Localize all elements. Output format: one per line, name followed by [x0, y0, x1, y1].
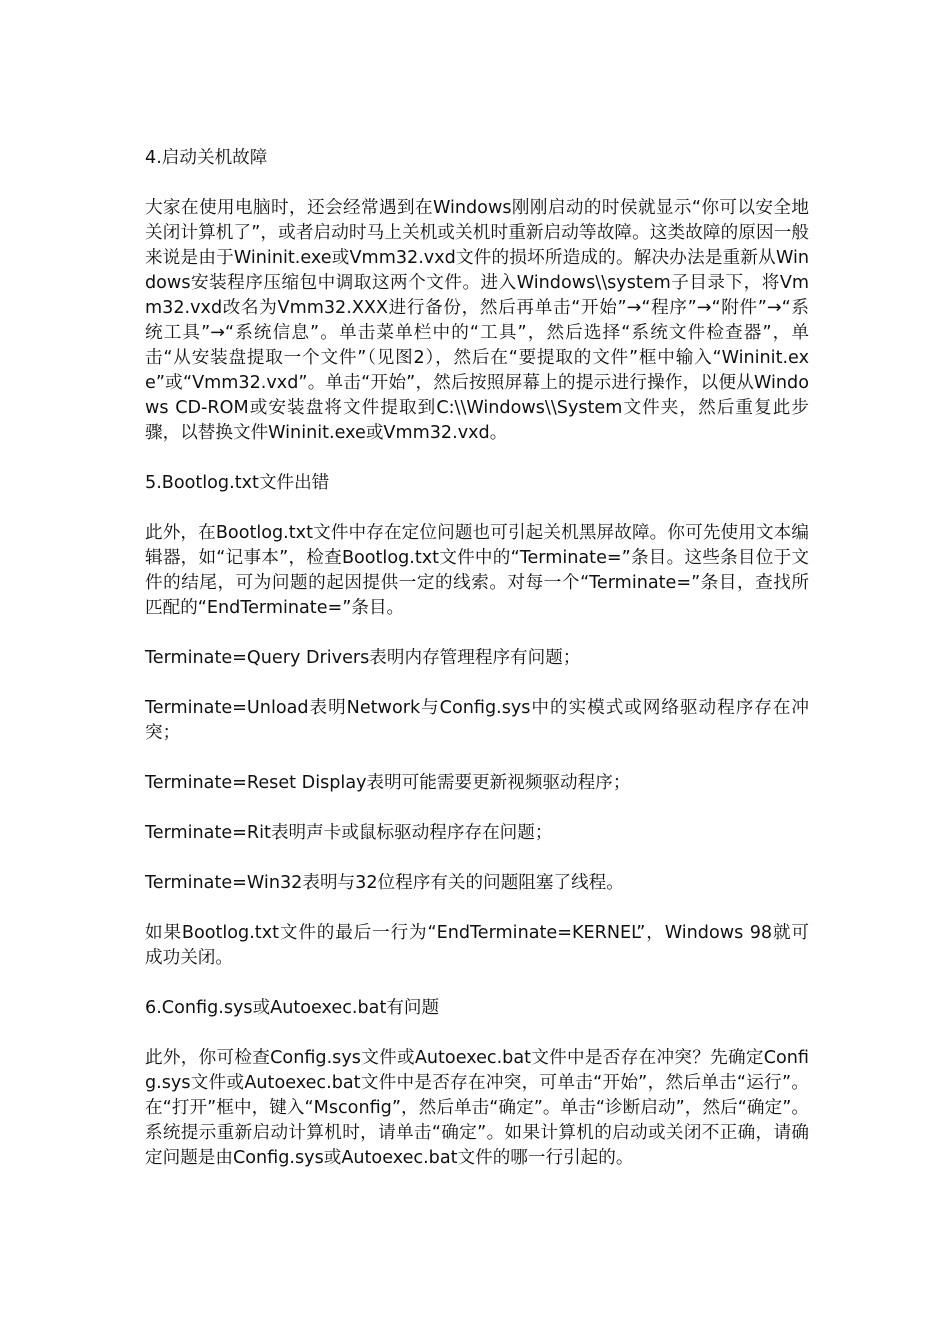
terminate-win32: Terminate=Win32表明与32位程序有关的问题阻塞了线程。 — [145, 873, 624, 893]
document-body — [145, 146, 809, 1196]
terminate-query-drivers: Terminate=Query Drivers表明内存管理程序有问题； — [145, 648, 581, 668]
paragraph-endterminate-kernel: 如果Bootlog.txt文件的最后一行为“EndTerminate=KERNEL”，Windows 98就可成功关闭。 — [145, 923, 809, 968]
section-heading-5: 5.Bootlog.txt文件出错 — [145, 473, 330, 493]
terminate-reset-display: Terminate=Reset Display表明可能需要更新视频驱动程序； — [145, 773, 631, 793]
section-heading-4: 4.启动关机故障 — [145, 148, 268, 168]
section-heading-6: 6.Config.sys或Autoexec.bat有问题 — [145, 998, 440, 1018]
terminate-unload: Terminate=Unload表明Network与Config.sys中的实模式或网络驱动程序存在冲突； — [145, 698, 809, 743]
paragraph-startup-shutdown: 大家在使用电脑时，还会经常遇到在Windows刚刚启动的时侯就显示“你可以安全地关闭计算机了”，或者启动时马上关机或关机时重新启动等故障。这类故障的原因一般来说是由于Wininit.exe或Vmm32.vxd文件的损坏所造成的。解决办法是重新从Windows安装程序压缩包中调取这两个文件。进入Windows\\system子目录下，将Vmm32.vxd改名为Vmm32.XXX进行备份，然后再单击“开始”→“程序”→“附件”→“系统工具”→“系统信息”。单击菜单栏中的“工具”，然后选择“系统文件检查器”，单击“从安装盘提取一个文件”（见图2），然后在“要提取的文件”框中输入“Wininit.exe”或“Vmm32.vxd”。单击“开始”，然后按照屏幕上的提示进行操作，以便从Windows CD-ROM或安装盘将文件提取到C:\\Windows\\System文件夹，然后重复此步骤，以替换文件Wininit.exe或Vmm32.vxd。 — [145, 198, 809, 443]
paragraph-config-autoexec: 此外，你可检查Config.sys文件或Autoexec.bat文件中是否存在冲突？先确定Config.sys文件或Autoexec.bat文件中是否存在冲突，可单击“开始”，然后单击“运行”。在“打开”框中，键入“Msconfig”，然后单击“确定”。单击“诊断启动”，然后“确定”。系统提示重新启动计算机时，请单击“确定”。如果计算机的启动或关闭不正确，请确定问题是由Config.sys或Autoexec.bat文件的哪一行引起的。 — [145, 1048, 809, 1168]
paragraph-bootlog: 此外，在Bootlog.txt文件中存在定位问题也可引起关机黑屏故障。你可先使用文本编辑器，如“记事本”，检查Bootlog.txt文件中的“Terminate=”条目。这些条目位于文件的结尾，可为问题的起因提供一定的线索。对每一个“Terminate=”条目，查找所匹配的“EndTerminate=”条目。 — [145, 523, 809, 618]
terminate-rit: Terminate=Rit表明声卡或鼠标驱动程序存在问题； — [145, 823, 553, 843]
